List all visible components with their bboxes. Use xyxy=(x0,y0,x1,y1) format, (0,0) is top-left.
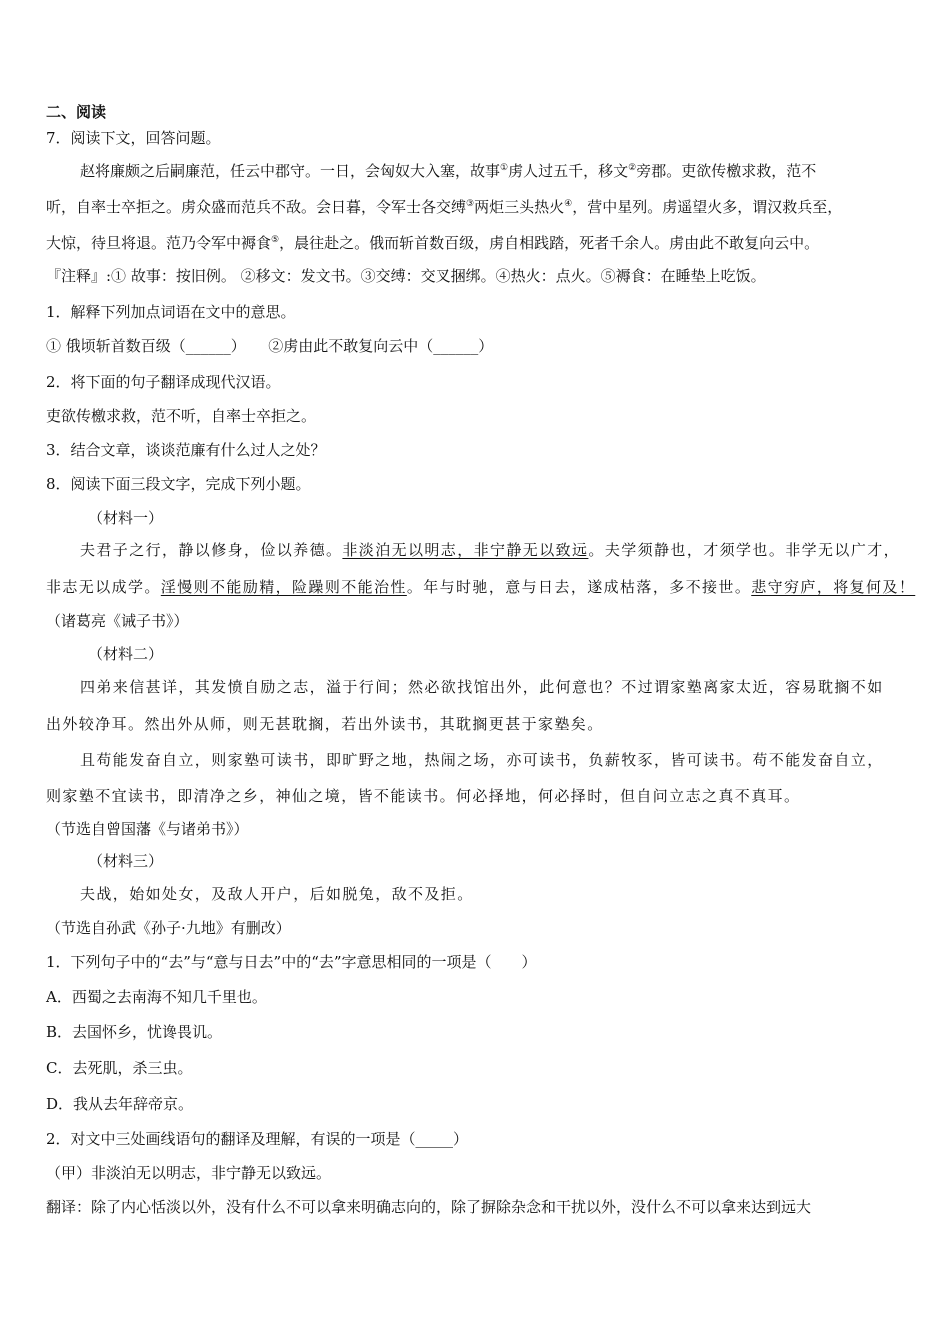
passage-line-3: 大惊，待旦将退。范乃令军中褥食⑤，晨往赴之。俄而斩首数百级，虏自相践踏，死者千余人。虏由此不敢复向云中。 xyxy=(46,234,820,252)
option-b: B．去国怀乡，忧谗畏讥。 xyxy=(46,1023,223,1041)
material-3-label: （材料三） xyxy=(88,852,164,870)
question-8-heading: 8．阅读下面三段文字，完成下列小题。 xyxy=(46,475,311,493)
material-1-source: （诸葛亮《诫子书》） xyxy=(46,612,189,630)
note-ref: ③ xyxy=(466,199,475,209)
material-2-line-4: 则家塾不宜读书，即清净之乡，神仙之境，皆不能读书。何必择地，何必择时，但自问立志之真不真耳。 xyxy=(46,787,801,805)
sub-question-8-2: 2．对文中三处画线语句的翻译及理解，有误的一项是（_____） xyxy=(46,1130,469,1148)
material-2-line-2: 出外较净耳。然出外从师，则无甚耽搁，若出外读书，其耽搁更甚于家塾矣。 xyxy=(46,715,604,733)
sub-question-1: 1．解释下列加点词语在文中的意思。 xyxy=(46,303,296,321)
material-1-line-1: 夫君子之行，静以修身，俭以养德。非淡泊无以明志，非宁静无以致远。夫学须静也，才须学也。非学无以广才， xyxy=(80,541,901,559)
sentence-jia: （甲）非淡泊无以明志，非宁静无以致远。 xyxy=(46,1164,332,1182)
material-3-source: （节选自孙武《孙子·九地》有删改） xyxy=(46,919,291,937)
material-1-line-2: 非志无以成学。淫慢则不能励精，险躁则不能治性。年与时驰，意与日去，遂成枯落，多不接世。悲守穷庐，将复何及！ xyxy=(46,578,916,596)
underlined-sentence-jia: 非淡泊无以明志，非宁静无以致远 xyxy=(342,541,589,559)
underlined-sentence-yi: 淫慢则不能励精，险躁则不能治性 xyxy=(160,578,407,596)
sub-question-2: 2．将下面的句子翻译成现代汉语。 xyxy=(46,373,281,391)
note-ref: ② xyxy=(628,163,637,173)
material-2-label: （材料二） xyxy=(88,645,164,663)
material-2-line-3: 且苟能发奋自立，则家塾可读书，即旷野之地，热闹之场，亦可读书，负薪牧豕，皆可读书。苟不能发奋自立， xyxy=(80,751,884,769)
translation-line: 翻译：除了内心恬淡以外，没有什么不可以拿来明确志向的，除了摒除杂念和干扰以外，没什么不可以拿来达到远大 xyxy=(46,1198,812,1216)
option-c: C．去死肌，杀三虫。 xyxy=(46,1059,193,1077)
underlined-sentence-bing: 悲守穷庐，将复何及！ xyxy=(751,578,916,596)
sub-question-1-items: ① 俄顷斩首数百级（______） ②虏由此不敢复向云中（______） xyxy=(46,337,494,355)
passage-line-2: 听，自率士卒拒之。虏众盛而范兵不敌。会日暮，令军士各交缚③两炬三头热火④，营中星列。虏遥望火多，谓汉救兵至， xyxy=(46,198,843,216)
note-ref: ⑤ xyxy=(271,235,280,245)
material-2-line-1: 四弟来信甚详，其发愤自励之志，溢于行间；然必欲找馆出外，此何意也？不过谓家塾离家太近，容易耽搁不如 xyxy=(80,678,884,696)
sub-question-8-1: 1．下列句子中的“去”与“意与日去”中的“去”字意思相同的一项是（ ） xyxy=(46,953,537,971)
option-d: D．我从去年辞帝京。 xyxy=(46,1095,194,1113)
sub-question-2-sentence: 吏欲传檄求救，范不听，自率士卒拒之。 xyxy=(46,407,317,425)
note-ref: ④ xyxy=(564,199,573,209)
material-2-source: （节选自曾国藩《与诸弟书》） xyxy=(46,820,249,838)
material-1-label: （材料一） xyxy=(88,509,164,527)
option-a: A．西蜀之去南海不知几千里也。 xyxy=(46,988,267,1006)
material-3-line-1: 夫战，始如处女，及敌人开户，后如脱兔，敌不及拒。 xyxy=(80,885,474,903)
annotation-notes: 『注释』:① 故事：按旧例。 ②移文：发文书。③交缚：交叉捆绑。④热火：点火。⑤褥食：在睡垫上吃饭。 xyxy=(46,267,766,285)
note-ref: ① xyxy=(500,163,509,173)
passage-line-1: 赵将廉颇之后嗣廉范，任云中郡守。一日，会匈奴大入塞，故事①虏人过五千，移文②旁郡。吏欲传檄求救，范不 xyxy=(80,162,817,180)
sub-question-3: 3．结合文章，谈谈范廉有什么过人之处？ xyxy=(46,441,326,459)
question-7-heading: 7．阅读下文，回答问题。 xyxy=(46,129,221,147)
section-title: 二、阅读 xyxy=(46,103,107,121)
